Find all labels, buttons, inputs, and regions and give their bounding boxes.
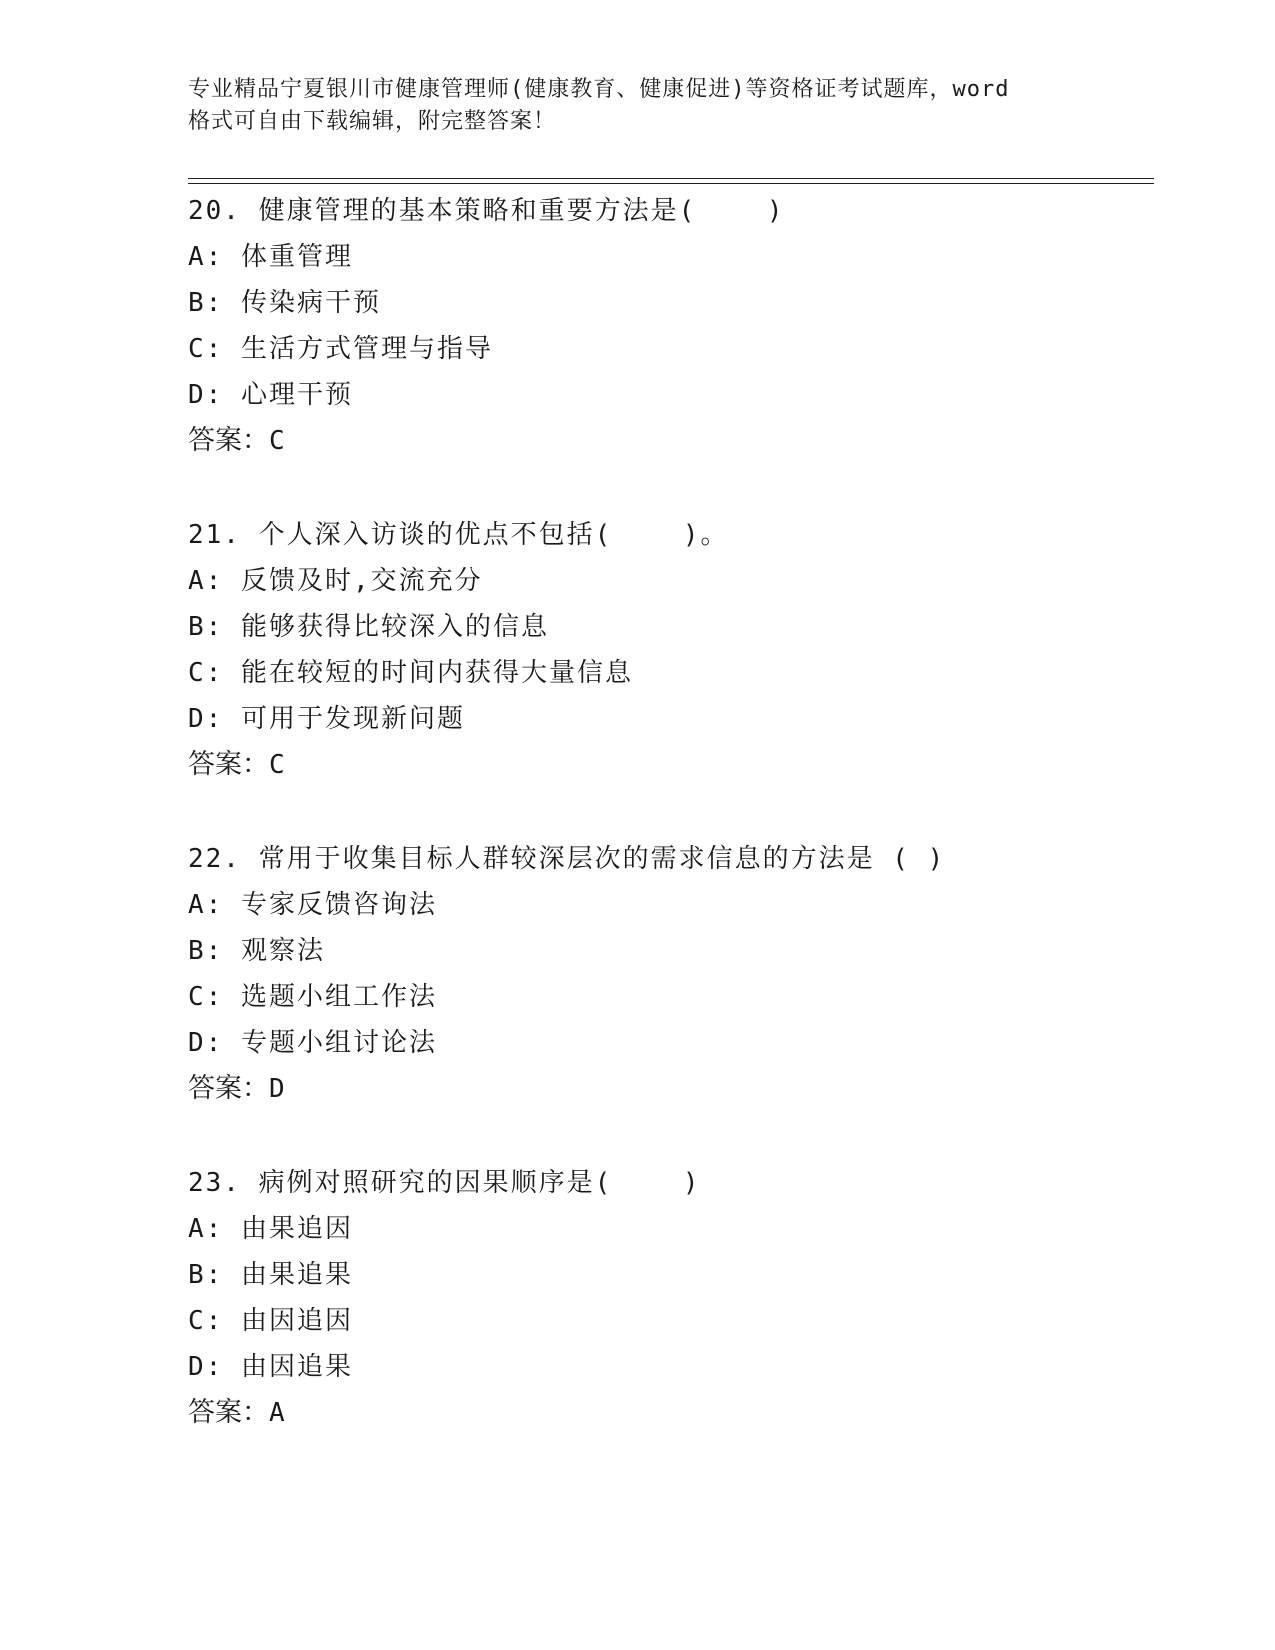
option-b: B: 能够获得比较深入的信息 bbox=[188, 612, 549, 642]
answer-value: D bbox=[269, 1074, 287, 1104]
option-b: B: 观察法 bbox=[188, 936, 325, 966]
option-a: A: 由果追因 bbox=[188, 1214, 353, 1244]
answer-label: 答案： bbox=[188, 1397, 269, 1428]
header-line-2: 格式可自由下载编辑，附完整答案！ bbox=[188, 109, 557, 134]
option-d: D: 心理干预 bbox=[188, 380, 353, 410]
answer-line bbox=[188, 742, 1148, 788]
option-c: C: 能在较短的时间内获得大量信息 bbox=[188, 658, 633, 688]
answer-label: 答案： bbox=[188, 425, 269, 456]
option-a: A: 反馈及时,交流充分 bbox=[188, 566, 483, 596]
option-d: D: 专题小组讨论法 bbox=[188, 1028, 437, 1058]
option-b: B: 由果追果 bbox=[188, 1260, 353, 1290]
answer-value: A bbox=[269, 1398, 287, 1428]
answer-line bbox=[188, 1066, 1148, 1112]
answer-line bbox=[188, 1390, 1148, 1436]
question-stem: 20. 健康管理的基本策略和重要方法是( ) bbox=[188, 196, 785, 226]
option-d: D: 可用于发现新问题 bbox=[188, 704, 465, 734]
option-c: C: 选题小组工作法 bbox=[188, 982, 437, 1012]
answer-value: C bbox=[269, 750, 287, 780]
option-d: D: 由因追果 bbox=[188, 1352, 353, 1382]
answer-label: 答案： bbox=[188, 1073, 269, 1104]
option-c: C: 由因追因 bbox=[188, 1306, 353, 1336]
question-stem: 21. 个人深入访谈的优点不包括( )。 bbox=[188, 520, 729, 550]
answer-label: 答案： bbox=[188, 749, 269, 780]
answer-line bbox=[188, 418, 1148, 464]
question-stem: 23. 病例对照研究的因果顺序是( ) bbox=[188, 1168, 701, 1198]
question-21 bbox=[188, 512, 1148, 788]
question-22 bbox=[188, 836, 1148, 1112]
option-a: A: 专家反馈咨询法 bbox=[188, 890, 437, 920]
document-header bbox=[188, 74, 1068, 138]
answer-value: C bbox=[269, 426, 287, 456]
header-divider-bottom bbox=[188, 183, 1154, 184]
question-20 bbox=[188, 188, 1148, 464]
header-divider-top bbox=[188, 178, 1154, 179]
header-line-1: 专业精品宁夏银川市健康管理师(健康教育、健康促进)等资格证考试题库，word bbox=[188, 77, 1010, 102]
option-c: C: 生活方式管理与指导 bbox=[188, 334, 493, 364]
option-a: A: 体重管理 bbox=[188, 242, 353, 272]
question-23 bbox=[188, 1160, 1148, 1436]
question-stem: 22. 常用于收集目标人群较深层次的需求信息的方法是 ( ) bbox=[188, 844, 946, 874]
option-b: B: 传染病干预 bbox=[188, 288, 381, 318]
question-list bbox=[188, 188, 1148, 1484]
